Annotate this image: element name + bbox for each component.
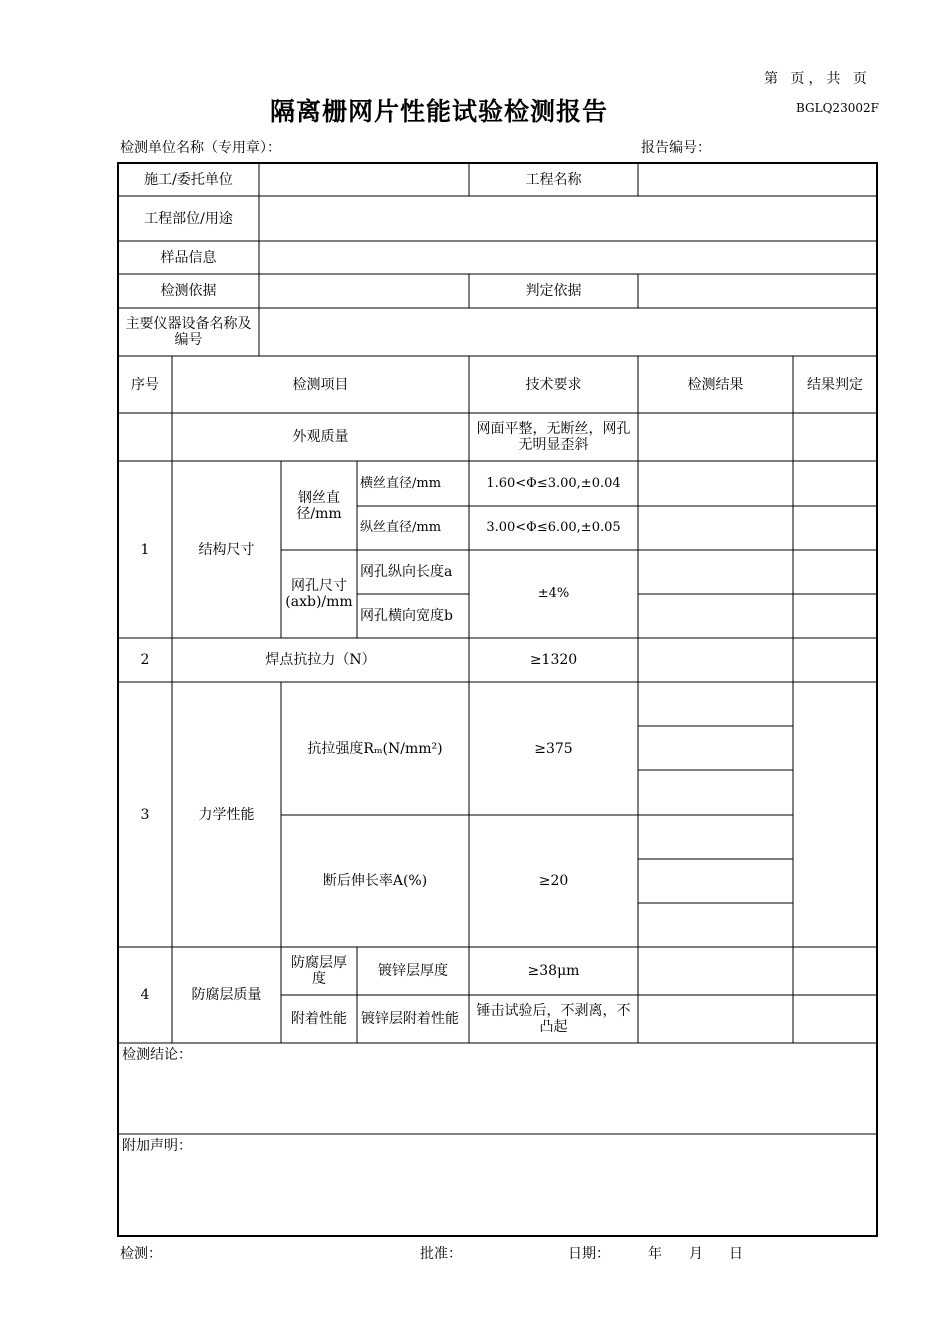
zinc-thickness-label: 镀锌层厚度 <box>378 963 448 979</box>
mesh-length-label: 网孔纵向长度a <box>360 564 453 580</box>
coating-thickness-label: 防腐层厚度 <box>291 955 347 987</box>
approver-label: 批准： <box>420 1246 462 1262</box>
testing-unit-label: 检测单位名称（专用章）： <box>120 140 281 156</box>
tensile-strength-requirement: ≥375 <box>534 740 573 757</box>
anticorrosion-seq: 4 <box>140 987 150 1003</box>
report-title: 隔离栅网片性能试验检测报告 <box>270 97 609 126</box>
vertical-wire-label: 纵丝直径/mm <box>360 520 442 535</box>
date-year: 年 <box>648 1246 662 1262</box>
appearance-item: 外观质量 <box>292 429 349 445</box>
appearance-requirement: 网面平整，无断丝，网孔无明显歪斜 <box>476 421 631 453</box>
report-number-label: 报告编号： <box>641 140 711 156</box>
equipment-label: 主要仪器设备名称及编号 <box>125 316 252 348</box>
weld-item: 焊点抗拉力（N） <box>265 652 376 668</box>
test-method-label: 检测依据 <box>160 283 217 299</box>
structure-item: 结构尺寸 <box>198 541 255 558</box>
mesh-size-label: 网孔尺寸(axb)/mm <box>285 578 353 610</box>
wire-diameter-label: 钢丝直径/mm <box>296 489 342 522</box>
remarks-label: 附加声明： <box>122 1138 192 1154</box>
date-day: 日 <box>729 1246 743 1262</box>
elongation-label: 断后伸长率A(%) <box>322 873 428 889</box>
col-seq: 序号 <box>131 376 159 393</box>
zinc-adhesion-label: 镀锌层附着性能 <box>361 1011 459 1027</box>
tester-label: 检测： <box>120 1246 162 1262</box>
elongation-requirement: ≥20 <box>538 873 569 889</box>
date-month: 月 <box>689 1246 703 1262</box>
horizontal-wire-label: 横丝直径/mm <box>360 475 442 491</box>
conclusion-label: 检测结论： <box>122 1047 192 1063</box>
structure-seq: 1 <box>140 541 150 558</box>
sample-info-label: 样品信息 <box>160 249 217 266</box>
col-result: 检测结果 <box>687 376 744 393</box>
project-name-label: 工程名称 <box>525 171 582 188</box>
col-test-item: 检测项目 <box>292 376 349 393</box>
mechanical-seq: 3 <box>140 806 150 823</box>
judgement-basis-label: 判定依据 <box>525 283 582 299</box>
tensile-strength-label: 抗拉强度Rₘ(N/mm²) <box>307 740 443 757</box>
mesh-width-label: 网孔横向宽度b <box>360 608 453 624</box>
date-label: 日期： <box>568 1246 610 1262</box>
page-number: 第 页，共 页 <box>764 71 871 87</box>
mechanical-item: 力学性能 <box>198 806 255 823</box>
form-code: BGLQ23002F <box>796 101 879 115</box>
col-judgement: 结果判定 <box>807 376 863 393</box>
col-requirement: 技术要求 <box>525 376 582 393</box>
zinc-adhesion-requirement: 锤击试验后，不剥离，不凸起 <box>476 1003 631 1035</box>
mesh-requirement: ±4% <box>537 586 570 601</box>
adhesion-label: 附着性能 <box>291 1011 347 1027</box>
client-label: 施工/委托单位 <box>144 171 233 188</box>
weld-seq: 2 <box>140 652 150 668</box>
zinc-thickness-requirement: ≥38μm <box>527 963 580 979</box>
project-location-label: 工程部位/用途 <box>144 210 233 227</box>
vertical-wire-requirement: 3.00<Φ≤6.00,±0.05 <box>486 520 621 535</box>
horizontal-wire-requirement: 1.60<Φ≤3.00,±0.04 <box>486 475 621 491</box>
anticorrosion-item: 防腐层质量 <box>191 987 262 1003</box>
weld-requirement: ≥1320 <box>529 652 578 668</box>
